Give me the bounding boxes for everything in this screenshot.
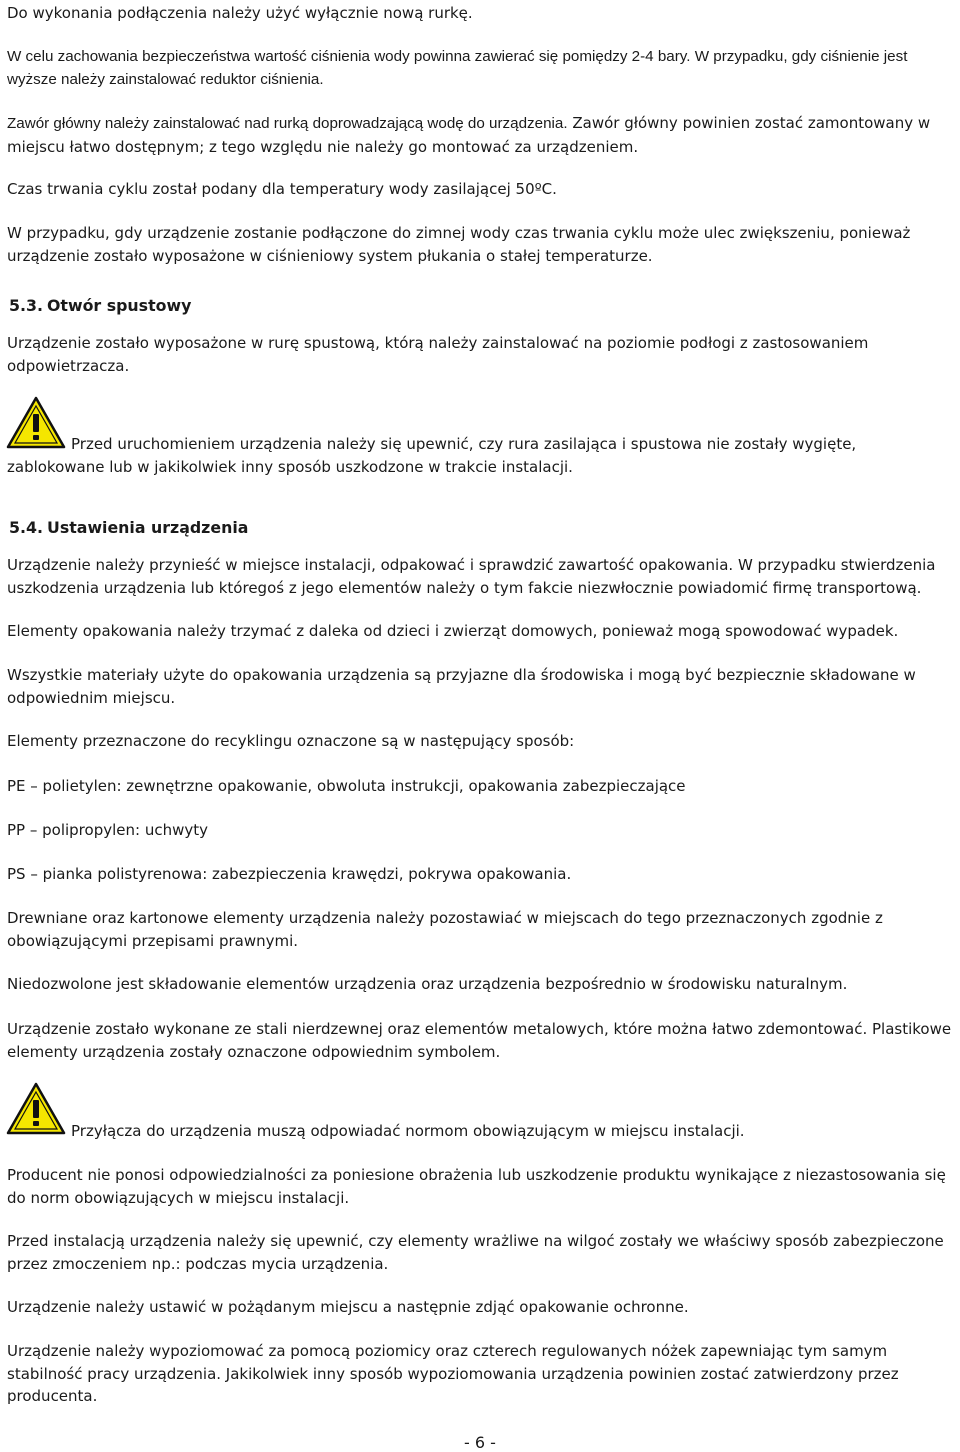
warning-text: Przyłącza do urządzenia muszą odpowiadać normom obowiązującym w miejscu instalacji. bbox=[71, 1122, 745, 1140]
section-number: 5.4. bbox=[9, 518, 43, 537]
section-number: 5.3. bbox=[9, 296, 43, 315]
paragraph-main-valve bbox=[7, 112, 953, 158]
paragraph-remove-packaging: Urządzenie należy ustawić w pożądanym miejscu a następnie zdjąć opakowanie ochronne. bbox=[7, 1298, 689, 1316]
paragraph-liability: Producent nie ponosi odpowiedzialności za poniesione obrażenia lub uszkodzenie produktu wynikające z niezastosowania się do norm obowiązujących w miejscu instalacji. bbox=[7, 1166, 946, 1207]
warning-note-connections bbox=[7, 1120, 953, 1143]
paragraph-cold-water: W przypadku, gdy urządzenie zostanie podłączone do zimnej wody czas trwania cyklu może ulec zwiększeniu, ponieważ urządzenie zostało wyposażone w ciśnieniowy system płukania o stałej temperaturze. bbox=[7, 224, 911, 265]
section-heading-setup bbox=[9, 518, 248, 537]
paragraph-unpacking: Urządzenie należy przynieść w miejsce instalacji, odpakować i sprawdzić zawartość opakowania. W przypadku stwierdzenia uszkodzenia urządzenia lub któregoś z jego elementów należy o tym fakcie niezwłocznie powiadomić firmę transportową. bbox=[7, 556, 936, 597]
paragraph-new-pipe: Do wykonania podłączenia należy użyć wyłącznie nową rurkę. bbox=[7, 4, 473, 22]
warning-note-pipes bbox=[7, 433, 953, 478]
paragraph-water-pressure: W celu zachowania bezpieczeństwa wartość ciśnienia wody powinna zawierać się pomiędzy 2-4 bary. W przypadku, gdy ciśnienie jest wyższe należy zainstalować reduktor ciśnienia. bbox=[7, 48, 908, 88]
section-title: Otwór spustowy bbox=[47, 296, 192, 315]
section-title: Ustawienia urządzenia bbox=[47, 518, 249, 537]
paragraph-drain-pipe: Urządzenie zostało wyposażone w rurę spustową, którą należy zainstalować na poziomie podłogi z zastosowaniem odpowietrzacza. bbox=[7, 334, 869, 375]
recycling-ps: PS – pianka polistyrenowa: zabezpieczenia krawędzi, pokrywa opakowania. bbox=[7, 865, 572, 883]
paragraph-wood-cardboard: Drewniane oraz kartonowe elementy urządzenia należy pozostawiać w miejscach do tego przeznaczonych zgodnie z obowiązującymi przepisami prawnymi. bbox=[7, 909, 883, 950]
recycling-pp: PP – polipropylen: uchwyty bbox=[7, 821, 208, 839]
paragraph-materials: Wszystkie materiały użyte do opakowania urządzenia są przyjazne dla środowiska i mogą być bezpiecznie składowane w odpowiednim miejscu. bbox=[7, 666, 916, 707]
paragraph-steel: Urządzenie zostało wykonane ze stali nierdzewnej oraz elementów metalowych, które można łatwo zdemontować. Plastikowe elementy urządzenia zostały oznaczone odpowiednim symbolem. bbox=[7, 1020, 952, 1061]
main-valve-sentence-1: Zawór główny należy zainstalować nad rurką doprowadzającą wodę do urządzenia. bbox=[7, 115, 568, 132]
paragraph-packaging-safety: Elementy opakowania należy trzymać z daleka od dzieci i zwierząt domowych, ponieważ mogą spowodować wypadek. bbox=[7, 622, 899, 640]
paragraph-moisture: Przed instalacją urządzenia należy się upewnić, czy elementy wrażliwe na wilgoć zostały we właściwy sposób zabezpieczone przez zmoczeniem np.: podczas mycia urządzenia. bbox=[7, 1232, 944, 1273]
paragraph-leveling: Urządzenie należy wypoziomować za pomocą poziomicy oraz czterech regulowanych nóżek zapewniając tym samym stabilność pracy urządzenia. Jakikolwiek inny sposób wypoziomowania urządzenia powinien zostać zatwierdzony przez producenta. bbox=[7, 1342, 899, 1405]
section-heading-drain bbox=[9, 296, 191, 315]
recycling-pe: PE – polietylen: zewnętrzne opakowanie, obwoluta instrukcji, opakowania zabezpieczające bbox=[7, 777, 686, 795]
warning-text: Przed uruchomieniem urządzenia należy się upewnić, czy rura zasilająca i spustowa nie zostały wygięte, zablokowane lub w jakikolwiek inny sposób uszkodzone w trakcie instalacji. bbox=[7, 435, 857, 476]
main-valve-sentence-2: Zawór główny powinien zostać zamontowany w miejscu łatwo dostępnym; z tego względu nie należy go montować za urządzeniem. bbox=[7, 114, 931, 156]
page-number: - 6 - bbox=[464, 1433, 496, 1452]
paragraph-storage: Niedozwolone jest składowanie elementów urządzenia oraz urządzenia bezpośrednio w środowisku naturalnym. bbox=[7, 975, 848, 993]
paragraph-cycle-time: Czas trwania cyklu został podany dla temperatury wody zasilającej 50ºC. bbox=[7, 180, 557, 198]
paragraph-recycling-intro: Elementy przeznaczone do recyklingu oznaczone są w następujący sposób: bbox=[7, 732, 575, 750]
